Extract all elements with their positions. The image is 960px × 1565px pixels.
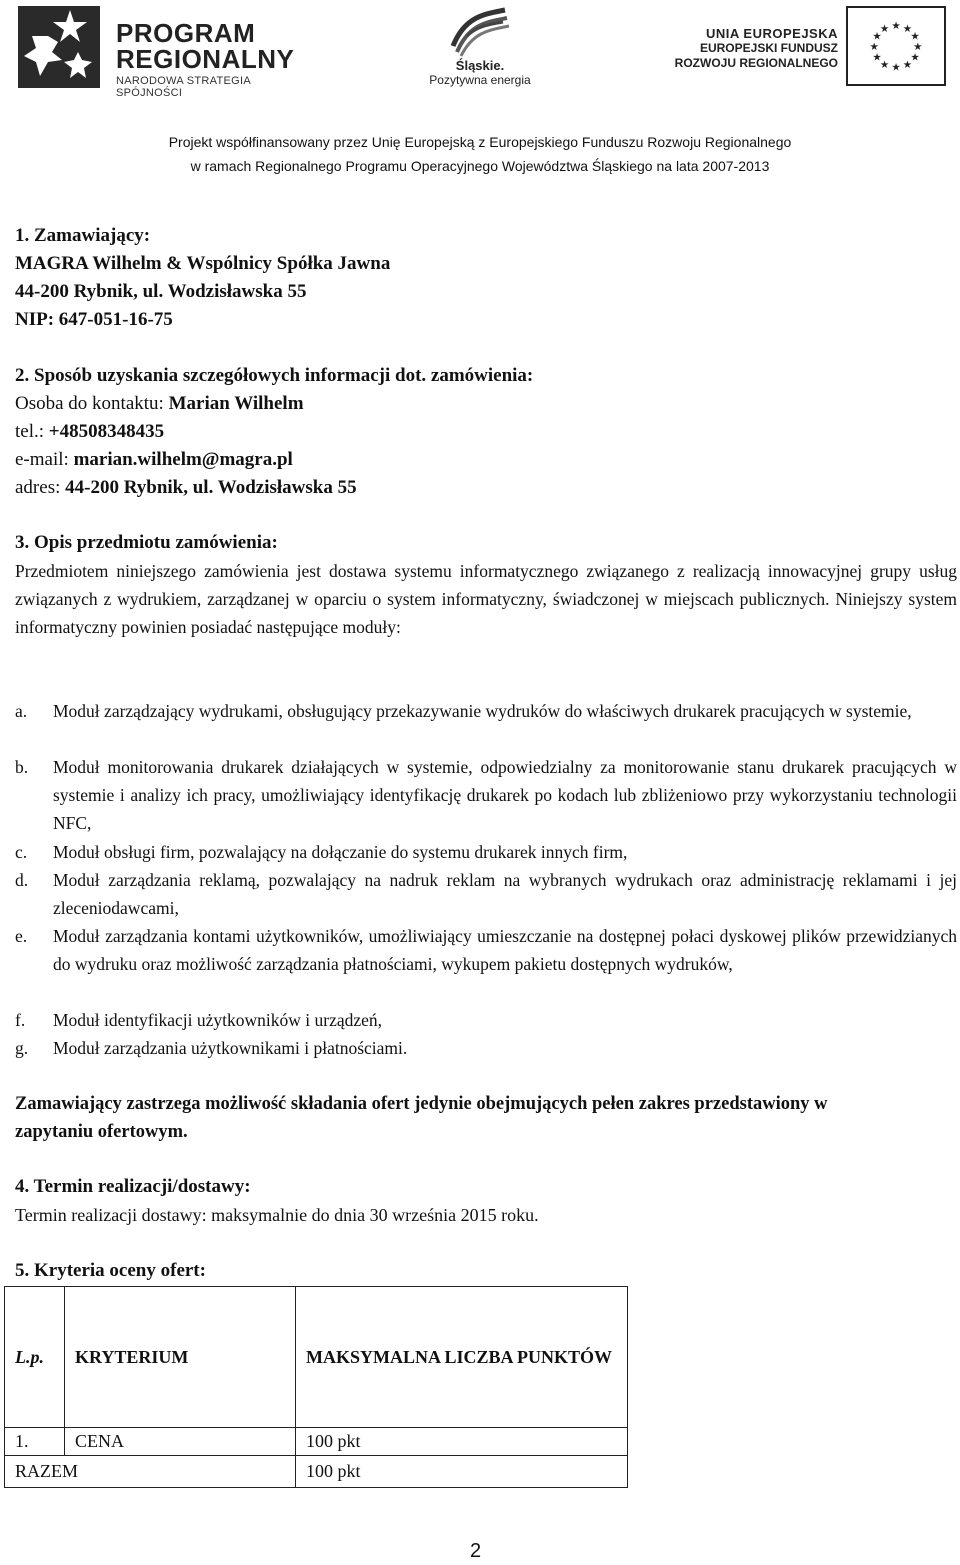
email-label: e-mail:	[15, 449, 74, 470]
svg-text:★: ★	[872, 30, 882, 43]
module-label: d.	[15, 870, 29, 890]
address-label: adres:	[15, 477, 66, 498]
header-lp: L.p.	[5, 1287, 65, 1428]
module-text: Moduł monitorowania drukarek działających w systemie, odpowiedzialny za monitorowanie stanu drukarek pracujących w systemie i analizy ich pracy, umożliwiający identyfikację drukarek po kodach lub zbliżeniowo przy wykorzystaniu technologii NFC,	[53, 757, 957, 833]
ordering-party-address: 44-200 Rybnik, ul. Wodzisławska 55	[15, 281, 307, 302]
table-header-row	[5, 1287, 628, 1428]
project-note-line1: Projekt współfinansowany przez Unię Europejską z Europejskiego Funduszu Rozwoju Regionalnego	[168, 134, 792, 150]
program-label: PROGRAM	[116, 18, 256, 48]
svg-text:★: ★	[910, 30, 920, 43]
svg-text:★: ★	[913, 40, 923, 53]
strategy-label: NARODOWA STRATEGIA SPÓJNOŚCI	[116, 75, 251, 99]
eu-fund-label: EUROPEJSKI FUNDUSZ	[699, 41, 838, 55]
project-note-line2: w ramach Regionalnego Programu Operacyjnego Województwa Śląskiego na lata 2007-2013	[190, 158, 770, 174]
svg-text:★: ★	[910, 51, 920, 64]
svg-text:★: ★	[902, 22, 913, 35]
eu-union-label: UNIA EUROPEJSKA	[706, 26, 838, 41]
project-cofinancing-note	[0, 130, 960, 178]
program-regionalny-logo	[18, 6, 295, 99]
module-label: f.	[15, 1010, 26, 1030]
svg-text:★: ★	[872, 51, 882, 64]
header-max-points: MAKSYMALNA LICZBA PUNKTÓW	[296, 1287, 628, 1428]
contact-address	[15, 474, 357, 502]
contact-value: Marian Wilhelm	[168, 393, 304, 414]
section5-heading: 5. Kryteria oceny ofert:	[15, 1260, 206, 1281]
address-value: 44-200 Rybnik, ul. Wodzisławska 55	[65, 477, 357, 498]
slaskie-wave-icon	[445, 6, 515, 58]
svg-text:★: ★	[891, 61, 901, 74]
svg-text:★: ★	[879, 58, 890, 71]
ordering-party-nip: NIP: 647-051-16-75	[15, 309, 173, 330]
module-item-b	[15, 753, 957, 837]
module-item-e	[15, 922, 957, 978]
total-label: RAZEM	[5, 1456, 296, 1488]
module-label: e.	[15, 926, 28, 946]
section2-heading: 2. Sposób uzyskania szczegółowych informacji dot. zamówienia:	[15, 365, 534, 386]
svg-text:★: ★	[891, 19, 901, 32]
table-row	[5, 1428, 628, 1456]
module-label: a.	[15, 701, 28, 721]
module-item-d	[15, 866, 957, 922]
header-criterion: KRYTERIUM	[65, 1287, 296, 1428]
module-text: Moduł zarządzania użytkownikami i płatnościami.	[53, 1038, 408, 1058]
module-label: b.	[15, 757, 29, 777]
slaskie-logo	[420, 6, 540, 96]
section4-heading: 4. Termin realizacji/dostawy:	[15, 1176, 251, 1197]
delivery-deadline: Termin realizacji dostawy: maksymalnie do dnia 30 września 2015 roku.	[15, 1205, 539, 1225]
module-text: Moduł zarządzania reklamą, pozwalający na nadruk reklam na wybranych wydrukach oraz administrację reklamami i jej zleceniodawcami,	[53, 870, 957, 918]
module-item-g	[15, 1034, 957, 1062]
contact-phone	[15, 418, 164, 446]
contact-email	[15, 446, 293, 474]
program-regionalny-star-icon	[18, 6, 100, 88]
module-text: Moduł obsługi firm, pozwalający na dołączanie do systemu drukarek innych firm,	[53, 842, 628, 862]
eu-regional-label: ROZWOJU REGIONALNEGO	[674, 56, 838, 70]
section1-heading: 1. Zamawiający:	[15, 225, 151, 246]
module-text: Moduł identyfikacji użytkowników i urządzeń,	[53, 1010, 383, 1030]
phone-label: tel.:	[15, 421, 49, 442]
criteria-table	[4, 1286, 628, 1488]
phone-value: +48508348435	[48, 421, 165, 442]
contact-person	[15, 390, 304, 418]
table-total-row	[5, 1456, 628, 1488]
svg-text:★: ★	[869, 40, 879, 53]
slaskie-slogan: Pozytywna energia	[429, 73, 531, 87]
module-label: c.	[15, 842, 28, 862]
svg-text:★: ★	[879, 22, 890, 35]
total-value: 100 pkt	[296, 1456, 628, 1488]
contact-label: Osoba do kontaktu:	[15, 393, 169, 414]
row-lp: 1.	[5, 1428, 65, 1456]
row-points: 100 pkt	[296, 1428, 628, 1456]
module-text: Moduł zarządzania kontami użytkowników, umożliwiający umieszczanie na dostępnej połaci dyskowej plików przewidzianych do wydruku oraz możliwość zarządzania płatnościami, wykupem pakietu dostępnych wydruków,	[53, 926, 957, 974]
email-value: marian.wilhelm@magra.pl	[73, 449, 293, 470]
section3-heading: 3. Opis przedmiotu zamówienia:	[15, 532, 278, 553]
slaskie-label: Śląskie.	[455, 58, 505, 73]
module-label: g.	[15, 1038, 29, 1058]
eu-logo	[674, 4, 950, 86]
eu-flag-icon	[846, 6, 946, 86]
module-item-f	[15, 1006, 957, 1034]
module-item-c	[15, 838, 957, 866]
page-number: 2	[470, 1540, 482, 1562]
regionalny-label: REGIONALNY	[116, 44, 295, 74]
module-text: Moduł zarządzający wydrukami, obsługujący przekazywanie wydruków do właściwych drukarek pracujących w systemie,	[53, 701, 912, 721]
subject-description: Przedmiotem niniejszego zamówienia jest dostawa systemu informatycznego związanego z realizacją innowacyjnej grupy usług związanych z wydrukiem, zarządzanej w oparciu o system informatyczny, świadczonej w miejscach publicznych. Niniejszy system informatyczny powinien posiadać następujące moduły:	[15, 561, 957, 637]
module-item-a	[15, 697, 957, 725]
reservation-note: Zamawiający zastrzega możliwość składania ofert jedynie obejmujących pełen zakres przedstawiony w zapytaniu ofertowym.	[15, 1094, 828, 1142]
row-criterion: CENA	[65, 1428, 296, 1456]
svg-text:★: ★	[902, 58, 913, 71]
ordering-party-name: MAGRA Wilhelm & Wspólnicy Spółka Jawna	[15, 253, 391, 274]
